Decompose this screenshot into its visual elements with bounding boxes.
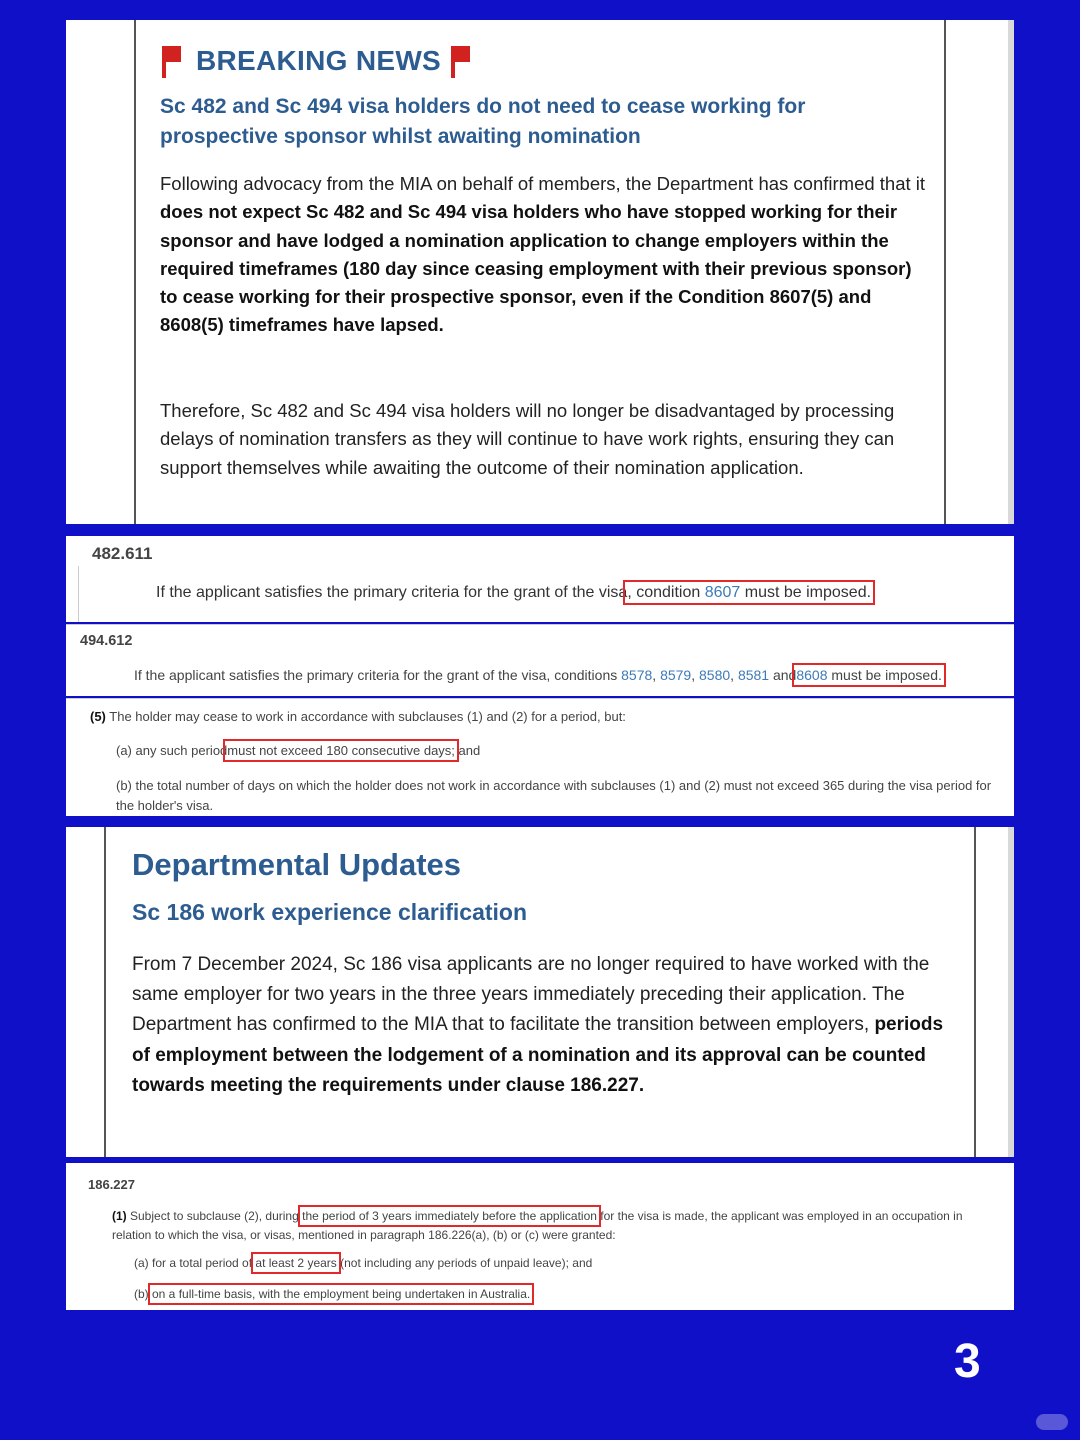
condition-link-8578[interactable]: 8578 <box>621 667 653 683</box>
paragraph-b <box>134 1287 530 1301</box>
breaking-news-heading <box>160 44 477 78</box>
condition-subclause-5 <box>66 698 1014 816</box>
paragraph-a <box>116 743 480 758</box>
departmental-updates-panel <box>66 827 1014 1157</box>
clause-482-611 <box>66 536 1014 622</box>
subclause-label: (5) <box>90 709 106 724</box>
highlight-box: the period of 3 years immediately before the application <box>302 1209 597 1223</box>
separator: , <box>652 667 661 683</box>
paragraph-text: (a) for a total period of <box>134 1256 256 1270</box>
highlight-text: , condition <box>627 584 705 601</box>
paragraph-text: (b) <box>134 1287 152 1301</box>
section-number: 494.612 <box>80 633 133 649</box>
breaking-news-content <box>134 20 946 524</box>
subclause-label: (1) <box>112 1209 127 1223</box>
highlight-box: on a full-time basis, with the employment being undertaken in Australia. <box>152 1287 531 1301</box>
breaking-news-title: BREAKING NEWS <box>196 45 442 76</box>
clause-186-227 <box>66 1163 1014 1310</box>
condition-link-8581[interactable]: 8581 <box>737 667 770 683</box>
paragraph-text: (a) any such period <box>116 743 228 758</box>
highlight-text: must be imposed. <box>827 667 942 683</box>
paragraph-bold-text: does not expect Sc 482 and Sc 494 visa holders who have stopped working for their sponsor and have lodged a nomination application to change employers within the required timeframes (180 day since ceasing employment with their previous sponsor) to cease working for their prospective sponsor, even if the Condition 8607(5) and 8608(5) timeframes have lapsed. <box>160 201 912 336</box>
section-number: 482.611 <box>92 544 153 563</box>
clause-text <box>134 667 942 683</box>
breaking-news-subtitle: Sc 482 and Sc 494 visa holders do not need to cease working for prospective sponsor whilst awaiting nomination <box>160 95 806 148</box>
breaking-news-paragraph-1 <box>160 170 930 340</box>
departmental-updates-title: Departmental Updates <box>132 847 462 882</box>
breaking-news-paragraph-2: Therefore, Sc 482 and Sc 494 visa holders will no longer be disadvantaged by processing delays of nomination transfers as they will continue to have work rights, ensuring they can support themselves while awaiting the outcome of their nomination application. <box>160 400 895 478</box>
paragraph-bold-text: periods of employment between the lodgement of a nomination and its approval can be counted towards meeting the requirements under clause 186.227. <box>132 1014 944 1096</box>
clause-text <box>156 584 871 602</box>
subclause-text: The holder may cease to work in accordance with subclauses (1) and (2) for a period, but: <box>105 709 626 724</box>
departmental-updates-subtitle: Sc 186 work experience clarification <box>132 899 528 925</box>
highlight-box: at least 2 years <box>255 1256 337 1270</box>
paragraph-a <box>134 1256 592 1270</box>
clause-text-pre: If the applicant satisfies the primary criteria for the grant of the visa, conditions <box>134 667 622 683</box>
red-flag-icon <box>160 44 188 78</box>
page-number: 3 <box>954 1335 981 1388</box>
subclause-text: Subject to subclause (2), during <box>126 1209 303 1223</box>
subclause-1 <box>112 1207 1002 1245</box>
red-flag-icon <box>449 44 477 78</box>
clause-text-and: and <box>769 667 797 683</box>
separator: , <box>730 667 738 683</box>
paragraph-text: From 7 December 2024, Sc 186 visa applicants are no longer required to have worked with the same employer for two years in the three years immediately preceding their application. The Department has confirmed to the MIA that to facilitate the transition between employers, <box>132 954 930 1036</box>
subclause-intro <box>90 709 626 724</box>
highlight-box <box>627 584 871 601</box>
paragraph-text: and <box>454 743 481 758</box>
divider <box>78 566 79 622</box>
condition-link-8608[interactable]: 8608 <box>796 667 828 683</box>
departmental-updates-content <box>104 827 976 1157</box>
condition-link-8579[interactable]: 8579 <box>660 667 692 683</box>
paragraph-b: (b) the total number of days on which the holder does not work in accordance with subclauses (1) and (2) must not exceed 365 during the visa period for the holder's visa. <box>116 778 992 813</box>
highlight-box: must not exceed 180 consecutive days; <box>227 743 455 758</box>
highlight-box <box>796 667 942 683</box>
clause-494-612 <box>66 624 1014 696</box>
departmental-updates-paragraph <box>132 950 962 1101</box>
condition-link-8580[interactable]: 8580 <box>699 667 731 683</box>
separator: , <box>691 667 699 683</box>
watermark-badge <box>1036 1414 1068 1430</box>
paragraph-text: (not including any periods of unpaid leave); and <box>336 1256 593 1270</box>
paragraph-text: Following advocacy from the MIA on behalf of members, the Department has confirmed that it <box>160 173 926 194</box>
breaking-news-panel <box>66 20 1014 524</box>
section-number: 186.227 <box>88 1177 135 1192</box>
panel-edge <box>1008 827 1014 1157</box>
highlight-text: must be imposed. <box>740 584 872 601</box>
subclause-text: for the visa is made, the applicant was employed in an occupation in relation to which the visa, or visas, mentioned in paragraph 186.226(a), (b) or (c) were granted: <box>112 1209 963 1242</box>
clause-text-pre: If the applicant satisfies the primary criteria for the grant of the visa <box>156 584 628 601</box>
condition-link-8607[interactable]: 8607 <box>704 584 741 601</box>
panel-edge <box>1008 20 1014 524</box>
